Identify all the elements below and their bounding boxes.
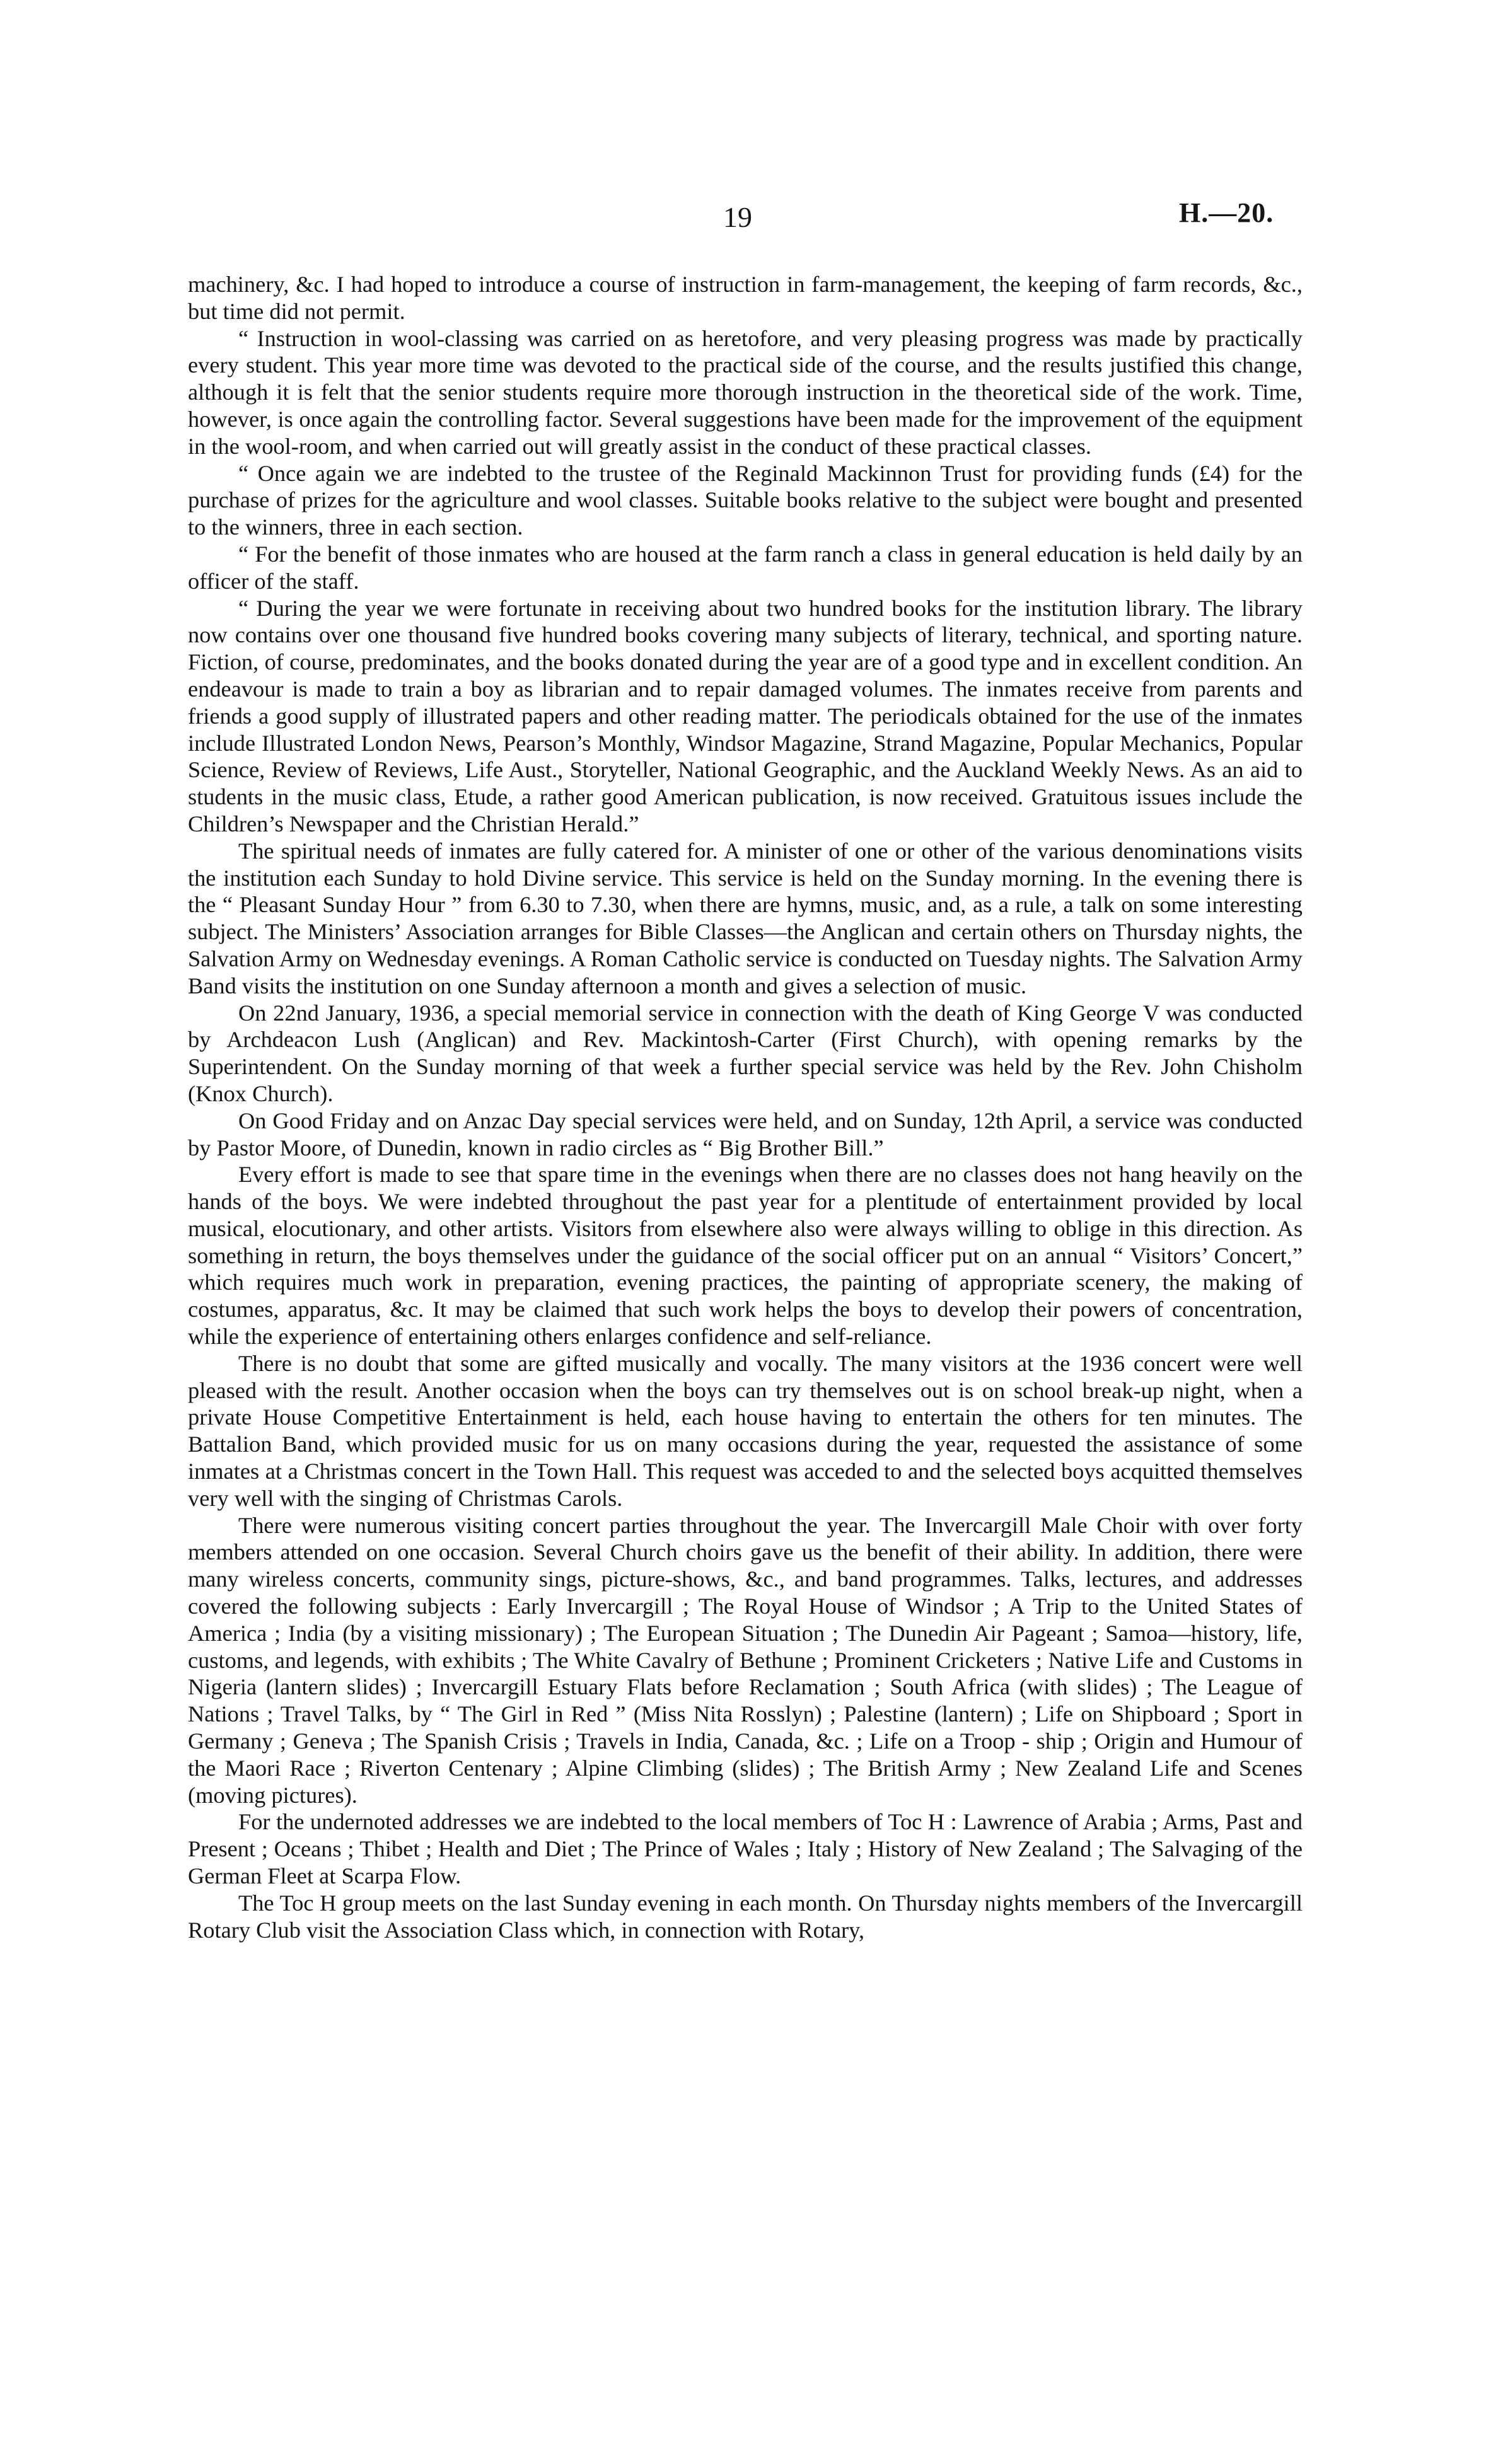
paragraph: The Toc H group meets on the last Sunday evening in each month. On Thursday nights members of the Invercargill Rotary Club visit the Association Class which, in connection with Rotary,: [188, 1890, 1303, 1943]
paragraph: There is no doubt that some are gifted musically and vocally. The many visitors at the 1936 concert were well pleased with the result. Another occasion when the boys can try themselves out is on school break-up night, when a private House Competitive Entertainment is held, each house having to entertain the others for ten minutes. The Battalion Band, which provided music for us on many occasions during the year, requested the assistance of some inmates at a Christmas concert in the Town Hall. This request was acceded to and the selected boys acquitted themselves very well with the singing of Christmas Carols.: [188, 1350, 1303, 1511]
paragraph: machinery, &c. I had hoped to introduce a course of instruction in farm-management, the keeping of farm records, &c., but time did not permit.: [188, 272, 1303, 324]
page-number: 19: [723, 201, 752, 233]
document-reference: H.—20.: [1179, 197, 1274, 228]
paragraph: On 22nd January, 1936, a special memorial service in connection with the death of King George V was conducted by Archdeacon Lush (Anglican) and Rev. Mackintosh-Carter (First Church), with opening remarks by the Superintendent. On the Sunday morning of that week a further special service was held by the Rev. John Chisholm (Knox Church).: [188, 1000, 1303, 1106]
paragraph: Every effort is made to see that spare time in the evenings when there are no classes does not hang heavily on the hands of the boys. We were indebted throughout the past year for a plentitude of entertainment provided by local musical, elocutionary, and other artists. Visitors from elsewhere also were always willing to oblige in this direction. As something in return, the boys themselves under the guidance of the social officer put on an annual “ Visitors’ Concert,” which requires much work in preparation, evening practices, the painting of appropriate scenery, the making of costumes, apparatus, &c. It may be claimed that such work helps the boys to develop their powers of concentration, while the experience of entertaining others enlarges confidence and self-reliance.: [188, 1162, 1303, 1350]
paragraph: “ During the year we were fortunate in receiving about two hundred books for the institution library. The library now contains over one thousand five hundred books covering many subjects of literary, technical, and sporting nature. Fiction, of course, predominates, and the books donated during the year are of a good type and in excellent condition. An endeavour is made to train a boy as librarian and to repair damaged volumes. The inmates receive from parents and friends a good supply of illustrated papers and other reading matter. The periodicals obtained for the use of the inmates include Illustrated London News, Pearson’s Monthly, Windsor Magazine, Strand Magazine, Popular Mechanics, Popular Science, Review of Reviews, Life Aust., Storyteller, National Geographic, and the Auckland Weekly News. As an aid to students in the music class, Etude, a rather good American publication, is now received. Gratuitous issues include the Children’s Newspaper and the Christian Herald.”: [188, 595, 1303, 836]
body-text: [188, 271, 1303, 1943]
paragraph: “ Instruction in wool-classing was carried on as heretofore, and very pleasing progress was made by practically every student. This year more time was devoted to the practical side of the course, and the results justified this change, although it is felt that the senior students require more thorough instruction in the theoretical side of the work. Time, however, is once again the controlling factor. Several suggestions have been made for the improvement of the equipment in the wool-room, and when carried out will greatly assist in the conduct of these practical classes.: [188, 325, 1303, 459]
paragraph: There were numerous visiting concert parties throughout the year. The Invercargill Male Choir with over forty members attended on one occasion. Several Church choirs gave us the benefit of their ability. In addition, there were many wireless concerts, community sings, picture-shows, &c., and band programmes. Talks, lectures, and addresses covered the following subjects : Early Invercargill ; The Royal House of Windsor ; A Trip to the United States of America ; India (by a visiting missionary) ; The European Situation ; The Dunedin Air Pageant ; Samoa—history, life, customs, and legends, with exhibits ; The White Cavalry of Bethune ; Prominent Cricketers ; Native Life and Customs in Nigeria (lantern slides) ; Invercargill Estuary Flats before Reclamation ; South Africa (with slides) ; The League of Nations ; Travel Talks, by “ The Girl in Red ” (Miss Nita Rosslyn) ; Palestine (lantern) ; Life on Shipboard ; Sport in Germany ; Geneva ; The Spanish Crisis ; Travels in India, Canada, &c. ; Life on a Troop - ship ; Origin and Humour of the Maori Race ; Riverton Centenary ; Alpine Climbing (slides) ; The British Army ; New Zealand Life and Scenes (moving pictures).: [188, 1512, 1303, 1808]
paragraph: On Good Friday and on Anzac Day special services were held, and on Sunday, 12th April, a service was conducted by Pastor Moore, of Dunedin, known in radio circles as “ Big Brother Bill.”: [188, 1108, 1303, 1160]
paragraph: “ For the benefit of those inmates who are housed at the farm ranch a class in general education is held daily by an officer of the staff.: [188, 541, 1303, 594]
paragraph: For the undernoted addresses we are indebted to the local members of Toc H : Lawrence of Arabia ; Arms, Past and Present ; Oceans ; Thibet ; Health and Diet ; The Prince of Wales ; Italy ; History of New Zealand ; The Salvaging of the German Fleet at Scarpa Flow.: [188, 1809, 1303, 1889]
paragraph: “ Once again we are indebted to the trustee of the Reginald Mackinnon Trust for providing funds (£4) for the purchase of prizes for the agriculture and wool classes. Suitable books relative to the subject were bought and presented to the winners, three in each section.: [188, 460, 1303, 540]
paragraph: The spiritual needs of inmates are fully catered for. A minister of one or other of the various denominations visits the institution each Sunday to hold Divine service. This service is held on the Sunday morning. In the evening there is the “ Pleasant Sunday Hour ” from 6.30 to 7.30, when there are hymns, music, and, as a rule, a talk on some interesting subject. The Ministers’ Association arranges for Bible Classes—the Anglican and certain others on Thursday nights, the Salvation Army on Wednesday evenings. A Roman Catholic service is conducted on Tuesday nights. The Salvation Army Band visits the institution on one Sunday afternoon a month and gives a selection of music.: [188, 838, 1303, 998]
